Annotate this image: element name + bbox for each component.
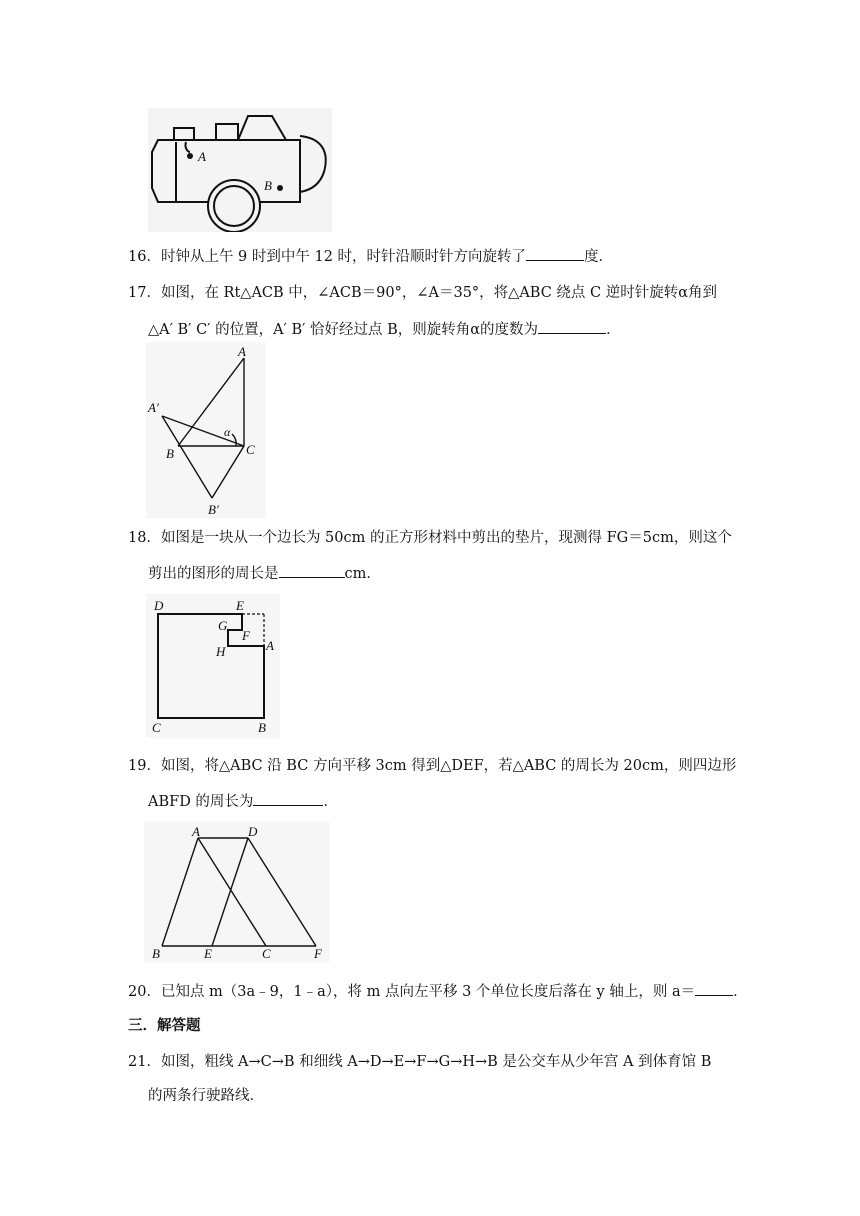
figure-translation — [144, 822, 330, 962]
label-b: B — [152, 946, 160, 961]
label-a: A — [238, 344, 246, 359]
label-h: H — [216, 644, 226, 659]
question-18-line-2: 剪出的图形的周长是 cm． — [148, 563, 381, 584]
label-a: A — [192, 824, 200, 839]
answer-blank — [538, 319, 606, 334]
question-17-line-1: 17．如图，在 Rt△ACB 中，∠ACB＝90°，∠A＝35°，将△ABC 绕点 C 逆时针旋转α角到 — [128, 285, 718, 301]
label-g: G — [218, 618, 228, 633]
question-20: 20．已知点 m（3a﹣9，1﹣a），将 m 点向左平移 3 个单位长度后落在 y 轴上，则 a＝ ． — [128, 981, 748, 1002]
label-d: D — [248, 824, 258, 839]
label-b-prime: B′ — [208, 502, 219, 517]
label-d: D — [154, 598, 164, 613]
label-f: F — [314, 946, 322, 961]
label-alpha: α — [224, 425, 231, 439]
answer-blank — [526, 246, 584, 261]
answer-blank — [279, 563, 345, 578]
label-c: C — [152, 720, 161, 735]
label-b: B — [166, 446, 174, 461]
question-21-line-2: 的两条行驶路线． — [148, 1088, 264, 1104]
figure-vehicle — [148, 108, 332, 232]
figure-gasket — [146, 594, 280, 738]
label-c: C — [246, 442, 255, 457]
answer-blank — [695, 981, 733, 996]
figure-rotation — [146, 342, 266, 518]
section-title: 三．解答题 — [128, 1017, 201, 1034]
label-b: B — [258, 720, 266, 735]
label-e: E — [204, 946, 212, 961]
question-17-line-2: △A′ B′ C′ 的位置，A′ B′ 恰好经过点 B，则旋转角α的度数为 ． — [148, 319, 621, 340]
label-b: B — [264, 178, 272, 193]
question-18-line-1: 18．如图是一块从一个边长为 50cm 的正方形材料中剪出的垫片，现测得 FG＝5cm，则这个 — [128, 530, 732, 546]
question-19-line-2: ABFD 的周长为 ． — [148, 791, 338, 812]
question-21-line-1: 21．如图，粗线 A→C→B 和细线 A→D→E→F→G→H→B 是公交车从少年宫 A 到体育馆 B — [128, 1054, 712, 1070]
question-16: 16．时钟从上午 9 时到中午 12 时，时针沿顺时针方向旋转了 度． — [128, 246, 613, 267]
question-19-line-1: 19．如图，将△ABC 沿 BC 方向平移 3cm 得到△DEF，若△ABC 的周长为 20cm，则四边形 — [128, 758, 737, 774]
label-a: A — [198, 149, 206, 164]
label-a-prime: A′ — [148, 400, 159, 415]
label-e: E — [236, 598, 244, 613]
label-a: A — [266, 638, 274, 653]
label-c: C — [262, 946, 271, 961]
answer-blank — [253, 791, 323, 806]
label-f: F — [242, 628, 250, 643]
